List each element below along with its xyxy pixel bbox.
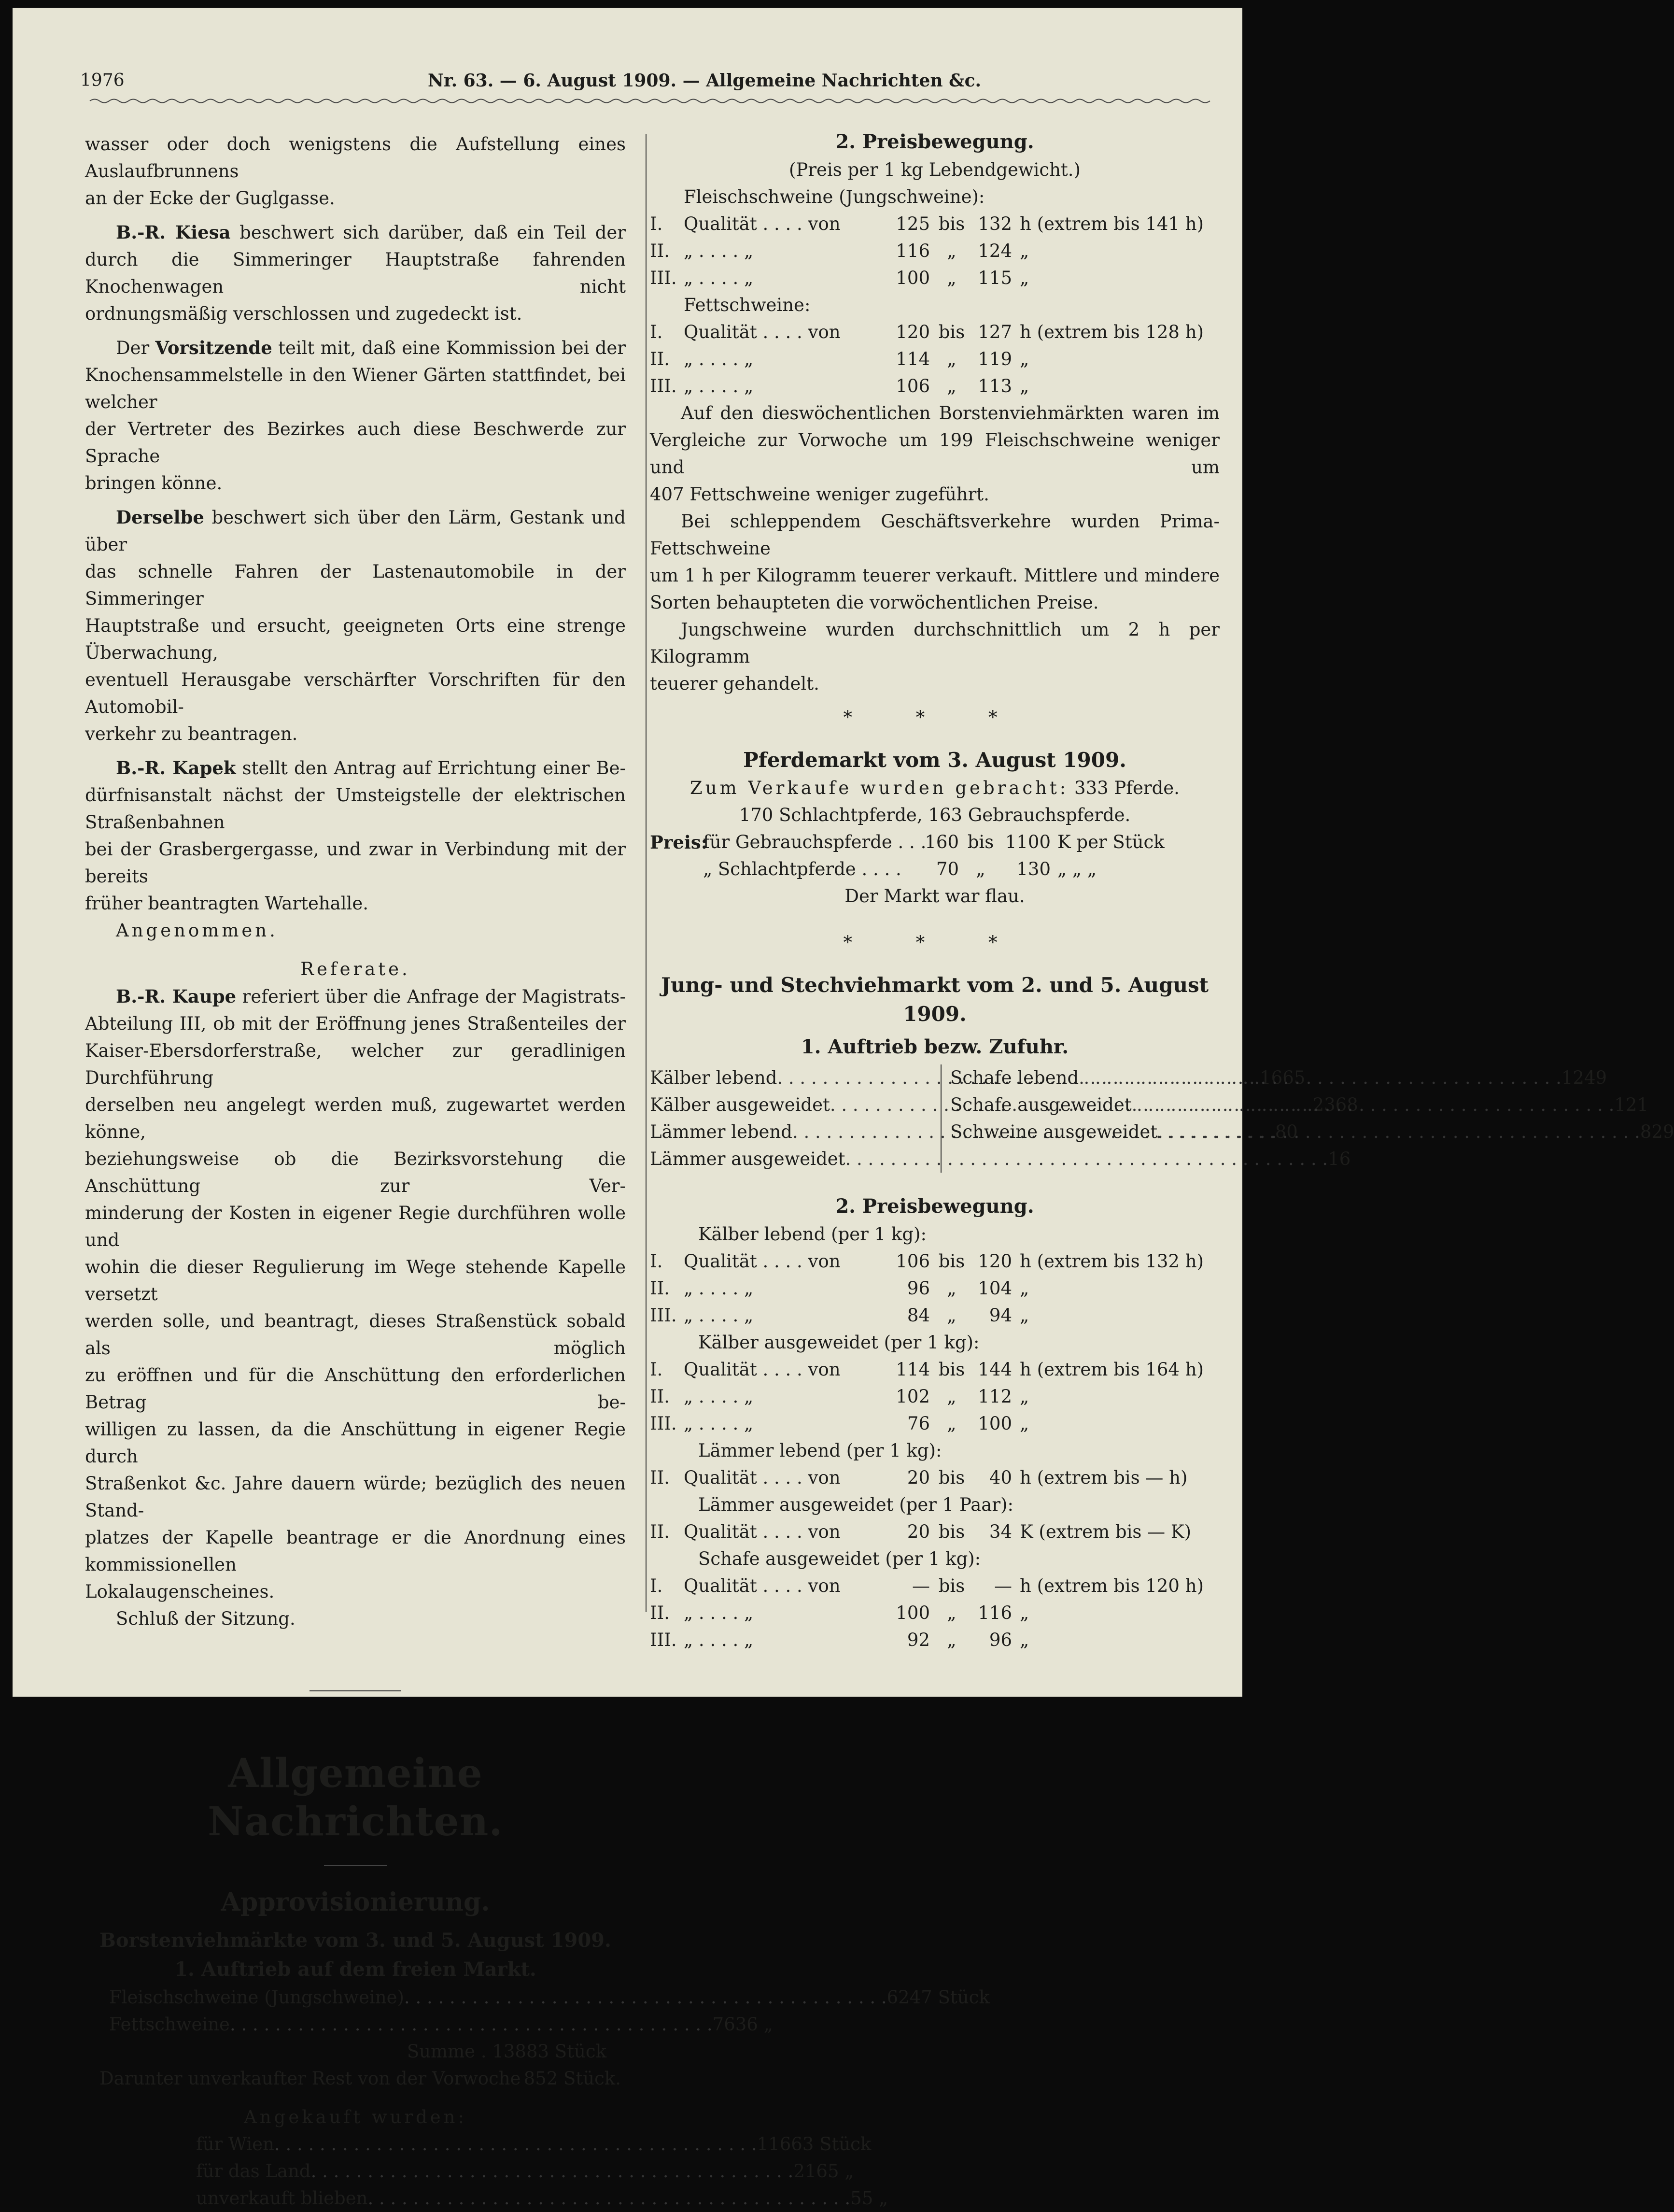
table-row: Schweine ausgeweidet . . . 829 <box>950 1119 1235 1146</box>
zufuhr-title: 1. Auftrieb bezw. Zufuhr. <box>801 1035 1069 1058</box>
cell-rest: „ <box>1020 376 1029 397</box>
cell-n1: 92 <box>907 1630 930 1650</box>
cell-rest: h (extrem bis 128 h) <box>1020 322 1204 342</box>
newspaper-page <box>13 8 1674 2209</box>
price-table <box>650 1464 1220 1491</box>
cell-n1: 114 <box>896 349 930 369</box>
zufuhr-table <box>650 1064 1674 1173</box>
cell-q: II. <box>650 1521 670 1542</box>
cell-q: I. <box>650 213 663 234</box>
table-row: Fleischschweine (Jungschweine) . . . 6247 Stück <box>109 1984 606 2011</box>
cell-n1: 106 <box>896 376 930 397</box>
cell-rest: „ <box>1020 268 1029 288</box>
cell-n2: 132 <box>978 213 1012 234</box>
cell-rest: „ <box>1020 1630 1029 1650</box>
table-row <box>650 1410 1220 1437</box>
cell-rest: h (extrem bis 164 h) <box>1020 1359 1204 1380</box>
cell-rest: „ <box>1020 1386 1029 1407</box>
cell-b: „ <box>947 1305 957 1326</box>
cell-n1: 106 <box>896 1251 930 1272</box>
cell-n2: 112 <box>978 1386 1012 1407</box>
cell-q: III. <box>650 1305 677 1326</box>
pferde-line: Zum Verkaufe wurden gebracht: 333 Pferde. <box>690 778 1180 798</box>
text-line: eventuell Herausgabe verschärfter Vorschriften für den Automobil- <box>85 669 626 717</box>
cell-n2: 96 <box>989 1630 1012 1650</box>
cell-n2: 124 <box>978 241 1012 261</box>
cell-n1: 100 <box>896 268 930 288</box>
price-table <box>650 211 1220 292</box>
cell-n2: 104 <box>978 1278 1012 1299</box>
text-line: zu eröffnen und für die Anschüttung den erforderlichen Betrag be- <box>85 1365 626 1413</box>
cell-a: Qualität . . . . von <box>684 213 841 234</box>
cell-n2: 115 <box>978 268 1012 288</box>
table-row <box>650 1275 1220 1302</box>
cell-a: „ . . . . „ <box>684 268 754 288</box>
cell-b: bis <box>938 213 965 234</box>
text-line: das schnelle Fahren der Lastenautomobile in der Simmeringer <box>85 561 626 609</box>
text-line: Straßenkot &c. Jahre dauern würde; bezüglich des neuen Stand- <box>85 1473 626 1521</box>
pferde-line: 170 Schlachtpferde, 163 Gebrauchspferde. <box>739 805 1131 825</box>
cell-a: „ . . . . „ <box>684 1305 754 1326</box>
cell-b: „ <box>947 268 957 288</box>
text-line: Abteilung III, ob mit der Eröffnung jenes Straßenteiles der <box>85 1013 626 1034</box>
cell-q: II. <box>650 1602 670 1623</box>
cell-n2: 116 <box>978 1602 1012 1623</box>
price-table <box>650 319 1220 400</box>
price-table <box>650 1248 1220 1329</box>
rest-row: Darunter unverkaufter Rest von der Vorwoche 852 Stück. <box>99 2068 621 2089</box>
table-row <box>650 346 1220 373</box>
cell-rest: „ <box>1020 241 1029 261</box>
text-line: der Vertreter des Bezirkes auch diese Beschwerde zur Sprache <box>85 419 626 467</box>
cell-q: III. <box>650 1413 677 1434</box>
cell-a: Qualität . . . . von <box>684 1521 841 1542</box>
preis2-title: 2. Preisbewegung. <box>835 1195 1034 1218</box>
table-title: Lämmer lebend (per 1 kg): <box>698 1440 942 1461</box>
heading-rule <box>324 1865 387 1866</box>
cell-q: I. <box>650 1251 663 1272</box>
cell-b: „ <box>947 1602 957 1623</box>
text-line: Jungschweine wurden durchschnittlich um 2 h per Kilogramm <box>650 619 1220 667</box>
table-row: für das Land . . . 2165 „ <box>196 2158 544 2185</box>
table-row <box>650 238 1220 265</box>
cell-b: „ <box>947 1630 957 1650</box>
cell-b: „ <box>947 1413 957 1434</box>
cell-rest: „ <box>1020 1278 1029 1299</box>
text-line: dürfnisanstalt nächst der Umsteigstelle der elektrischen Straßenbahnen <box>85 785 626 833</box>
cell-a: Qualität . . . . von <box>684 1575 841 1596</box>
price-table <box>650 1356 1220 1437</box>
angekauft-title: Angekauft wurden: <box>244 2107 467 2127</box>
table-title: Lämmer ausgeweidet (per 1 Paar): <box>698 1494 1013 1515</box>
cell-rest: „ <box>1020 349 1029 369</box>
section-rule <box>309 1690 401 1691</box>
table-row: Schafe ausgeweidet . . . 121 <box>950 1092 1235 1119</box>
cell-n1: 20 <box>907 1521 930 1542</box>
cell-b: „ <box>947 1386 957 1407</box>
cell-q: II. <box>650 241 670 261</box>
table-row <box>650 1600 1220 1627</box>
text-line: Der Vorsitzende teilt mit, daß eine Kommission bei der <box>116 337 626 358</box>
speaker-name: Derselbe <box>116 507 204 528</box>
cell-n1: 20 <box>907 1467 930 1488</box>
cell-a: „ . . . . „ <box>684 1630 754 1650</box>
table-row <box>650 265 1220 292</box>
text-line: wohin die dieser Regulierung im Wege stehende Kapelle versetzt <box>85 1257 626 1305</box>
table-row <box>650 1302 1220 1329</box>
cell-n1: 116 <box>896 241 930 261</box>
text-line: B.-R. Kapek stellt den Antrag auf Errichtung einer Be- <box>116 757 626 779</box>
table-row: unverkauft blieben . . . 55 „ <box>196 2185 544 2212</box>
speaker-name: B.-R. Kapek <box>116 757 236 779</box>
cell-b: bis <box>938 322 965 342</box>
cell-a: „ . . . . „ <box>684 349 754 369</box>
separator-stars: * * * <box>843 707 1027 728</box>
text-line: Auf den dieswöchentlichen Borstenviehmärkten waren im <box>681 403 1220 424</box>
cell-n1: 125 <box>896 213 930 234</box>
cell-b: bis <box>938 1575 965 1596</box>
page-header <box>80 66 1205 95</box>
pferde-title: Pferdemarkt vom 3. August 1909. <box>743 748 1126 772</box>
cell-a: „ . . . . „ <box>684 376 754 397</box>
cell-a: „ . . . . „ <box>684 1278 754 1299</box>
cell-rest: „ <box>1020 1413 1029 1434</box>
separator-stars: * * * <box>843 932 1027 953</box>
table-row: Preis: für Gebrauchspferde . . . 160 bis 1100 K per Stück <box>650 832 1165 853</box>
angekauft-table <box>85 2131 888 2212</box>
text-line: durch die Simmeringer Hauptstraße fahrenden Knochenwagen nicht <box>85 249 626 297</box>
text-line: platzes der Kapelle beantrage er die Anordnung eines kommissionellen <box>85 1527 626 1575</box>
text-line: beziehungsweise ob die Bezirksvorstehung die Anschüttung zur Ver- <box>85 1149 626 1196</box>
cell-n2: 120 <box>978 1251 1012 1272</box>
page-number: 1976 <box>80 71 125 90</box>
cell-a: „ . . . . „ <box>684 241 754 261</box>
cell-a: Qualität . . . . von <box>684 1359 841 1380</box>
text-line: Lokalaugenscheines. <box>85 1581 275 1602</box>
table-row: Lämmer lebend . . . 80 <box>650 1119 935 1146</box>
cell-a: „ . . . . „ <box>684 1386 754 1407</box>
text-line: verkehr zu beantragen. <box>85 723 298 744</box>
cell-b: „ <box>947 376 957 397</box>
cell-rest: h (extrem bis 141 h) <box>1020 213 1204 234</box>
text-line: Sorten behaupteten die vorwöchentlichen Preise. <box>650 592 1099 613</box>
cell-n1: 120 <box>896 322 930 342</box>
text-line: Derselbe beschwert sich über den Lärm, Gestank und über <box>85 507 626 555</box>
cell-a: Qualität . . . . von <box>684 1467 841 1488</box>
text-line: bringen könne. <box>85 473 223 494</box>
cell-n1: 114 <box>896 1359 930 1380</box>
cell-n2: 127 <box>978 322 1012 342</box>
text-line: an der Ecke der Guglgasse. <box>85 188 335 209</box>
speaker-name: Vorsitzende <box>155 337 272 358</box>
market-note: Der Markt war flau. <box>844 886 1025 907</box>
cell-rest: „ <box>1020 1305 1029 1326</box>
cell-b: bis <box>938 1359 965 1380</box>
table-title: Kälber ausgeweidet (per 1 kg): <box>698 1332 980 1353</box>
text-line: minderung der Kosten in eigener Regie durchführen wolle und <box>85 1203 626 1250</box>
text-line: Kaiser-Ebersdorferstraße, welcher zur geradlinigen Durchführung <box>85 1040 626 1088</box>
cell-n1: 84 <box>907 1305 930 1326</box>
text-line: werden solle, und beantragt, dieses Straßenstück sobald als möglich <box>85 1311 626 1359</box>
cell-q: I. <box>650 1359 663 1380</box>
preis-title: 2. Preisbewegung. <box>835 130 1034 153</box>
cell-a: „ . . . . „ <box>684 1602 754 1623</box>
table-row <box>650 1573 1220 1600</box>
text-line: Schluß der Sitzung. <box>116 1608 295 1629</box>
cell-n1: 96 <box>907 1278 930 1299</box>
table-row <box>650 373 1220 400</box>
cell-rest: K (extrem bis — K) <box>1020 1521 1192 1542</box>
cell-a: Qualität . . . . von <box>684 1251 841 1272</box>
table-title: Fettschweine: <box>684 295 811 315</box>
speaker-name: B.-R. Kaupe <box>116 986 237 1007</box>
text-line: Angenommen. <box>116 920 278 941</box>
table-row <box>650 1627 1220 1654</box>
table-row <box>650 1518 1220 1546</box>
text-line: willigen zu lassen, da die Anschüttung in eigener Regie durch <box>85 1419 626 1467</box>
table-row <box>650 1383 1220 1410</box>
cell-b: „ <box>947 241 957 261</box>
preis-subtitle: (Preis per 1 kg Lebendgewicht.) <box>789 159 1081 180</box>
cell-q: II. <box>650 1386 670 1407</box>
section-heading: Approvisionierung. <box>221 1887 490 1917</box>
cell-q: II. <box>650 349 670 369</box>
cell-rest: „ <box>1020 1602 1029 1623</box>
cell-n2: 94 <box>989 1305 1012 1326</box>
table-row: Schafe lebend . . . 1249 <box>950 1064 1235 1092</box>
speaker-name: B.-R. Kiesa <box>116 222 231 243</box>
table-title: Kälber lebend (per 1 kg): <box>698 1224 927 1245</box>
right-column <box>650 128 1674 1654</box>
header-wavy-rule <box>90 98 1210 104</box>
text-line: Knochensammelstelle in den Wiener Gärten stattfindet, bei welcher <box>85 365 626 412</box>
cell-n2: 40 <box>989 1467 1012 1488</box>
cell-rest: h (extrem bis 120 h) <box>1020 1575 1204 1596</box>
column-divider <box>646 134 647 1612</box>
table-row: Lämmer ausgeweidet . . . 16 <box>650 1146 935 1173</box>
table-row <box>650 1248 1220 1275</box>
jung-title: Jung- und Stechviehmarkt vom 2. und 5. August 1909. <box>661 973 1209 1026</box>
cell-q: I. <box>650 1575 663 1596</box>
cell-q: II. <box>650 1467 670 1488</box>
table-row: Kälber lebend . . . 1665 <box>650 1064 935 1092</box>
auftrieb-table <box>85 1984 990 2065</box>
text-line: teuerer gehandelt. <box>650 673 819 694</box>
sum-row: Summe . 13883 Stück <box>407 2041 606 2062</box>
cell-n1: 76 <box>907 1413 930 1434</box>
cell-rest: h (extrem bis — h) <box>1020 1467 1188 1488</box>
pferde-prices <box>650 829 1220 883</box>
subsection-heading: Referate. <box>300 959 410 979</box>
running-title: Nr. 63. — 6. August 1909. — Allgemeine Nachrichten &c. <box>428 71 982 91</box>
cell-a: „ . . . . „ <box>684 1413 754 1434</box>
cell-q: I. <box>650 322 663 342</box>
text-line: um 1 h per Kilogramm teuerer verkauft. Mittlere und mindere <box>650 565 1220 586</box>
cell-q: II. <box>650 1278 670 1299</box>
price-table <box>650 1573 1220 1654</box>
text-line: Hauptstraße und ersucht, geeigneten Orts eine strenge Überwachung, <box>85 615 626 663</box>
text-line: wasser oder doch wenigstens die Aufstellung eines Auslaufbrunnens <box>85 134 626 182</box>
table-row <box>650 1356 1220 1383</box>
text-line: früher beantragten Wartehalle. <box>85 893 369 914</box>
cell-b: bis <box>938 1251 965 1272</box>
cell-b: bis <box>938 1467 965 1488</box>
cell-n1: — <box>912 1575 930 1596</box>
cell-q: III. <box>650 268 677 288</box>
table-row <box>650 1464 1220 1491</box>
cell-q: III. <box>650 1630 677 1650</box>
text-line: derselben neu angelegt werden muß, zugewartet werden könne, <box>85 1094 626 1142</box>
cell-n2: 34 <box>989 1521 1012 1542</box>
cell-n2: 100 <box>978 1413 1012 1434</box>
table-row: „ Schlachtpferde . . . . 70 „ 130 „ „ „ <box>703 859 1097 879</box>
cell-n2: — <box>994 1575 1012 1596</box>
price-table <box>650 1518 1220 1546</box>
text-line: 407 Fettschweine weniger zugeführt. <box>650 484 989 505</box>
text-line: Vergleiche zur Vorwoche um 199 Fleischschweine weniger und um <box>650 430 1220 478</box>
cell-n1: 102 <box>896 1386 930 1407</box>
cell-b: „ <box>947 349 957 369</box>
text-line: B.-R. Kaupe referiert über die Anfrage der Magistrats- <box>116 986 626 1007</box>
table-row <box>650 319 1220 346</box>
cell-a: Qualität . . . . von <box>684 322 841 342</box>
table-row: für Wien . . . 11663 Stück <box>196 2131 544 2158</box>
cell-n2: 144 <box>978 1359 1012 1380</box>
auftrieb-title: 1. Auftrieb auf dem freien Markt. <box>174 1958 536 1981</box>
cell-rest: h (extrem bis 132 h) <box>1020 1251 1204 1272</box>
cell-q: III. <box>650 376 677 397</box>
main-heading: Allgemeine Nachrichten. <box>208 1750 503 1845</box>
table-title: Fleischschweine (Jungschweine): <box>684 186 985 207</box>
cell-b: „ <box>947 1278 957 1299</box>
cell-n2: 119 <box>978 349 1012 369</box>
cell-b: bis <box>938 1521 965 1542</box>
cell-n1: 100 <box>896 1602 930 1623</box>
text-line: Bei schleppendem Geschäftsverkehre wurden Prima-Fettschweine <box>650 511 1220 559</box>
text-line: B.-R. Kiesa beschwert sich darüber, daß ein Teil der <box>116 222 626 243</box>
text-line: ordnungsmäßig verschlossen und zugedeckt ist. <box>85 303 522 324</box>
table-row: Fettschweine . . . 7636 „ <box>109 2011 606 2038</box>
table-row: Kälber ausgeweidet . . . 2368 <box>650 1092 935 1119</box>
text-line: bei der Grasbergergasse, und zwar in Verbindung mit der bereits <box>85 839 626 887</box>
table-title: Schafe ausgeweidet (per 1 kg): <box>698 1548 981 1569</box>
table-row <box>650 211 1220 238</box>
cell-n2: 113 <box>978 376 1012 397</box>
market-title: Borstenviehmärkte vom 3. und 5. August 1909. <box>99 1929 611 1952</box>
